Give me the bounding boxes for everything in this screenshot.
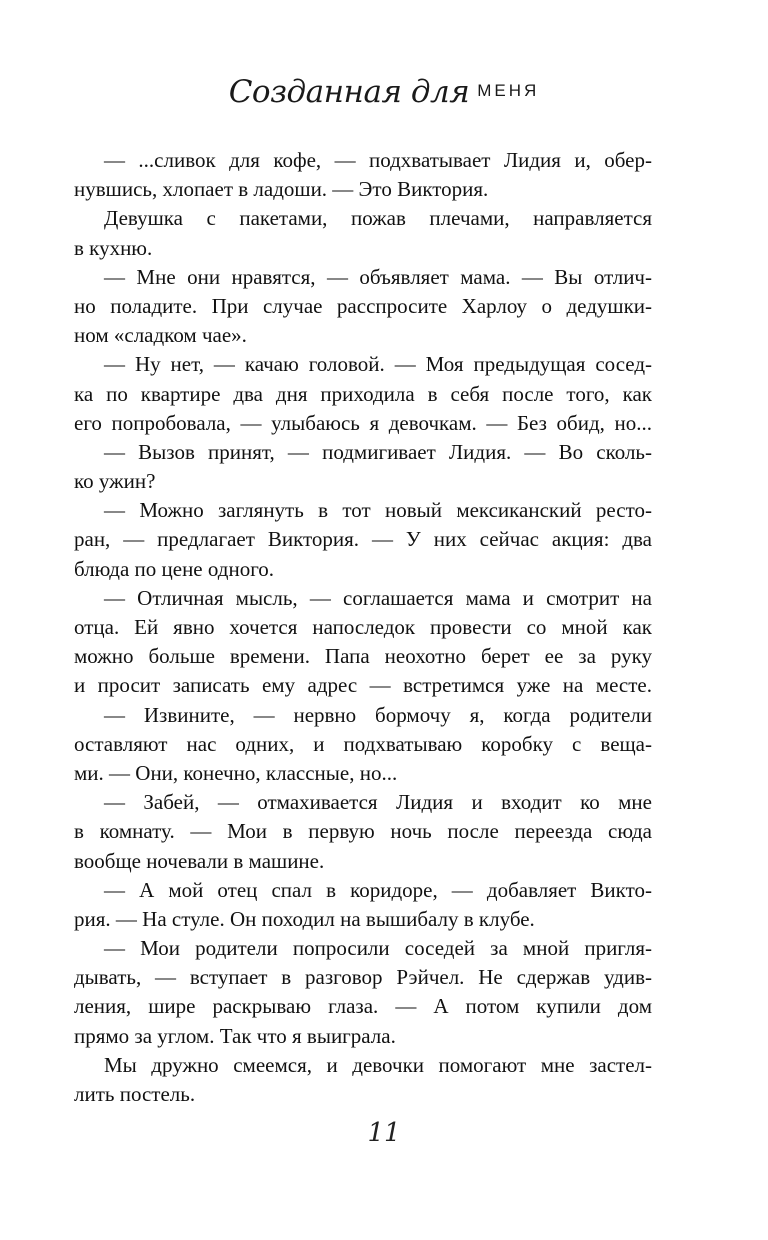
text-line: можно больше времени. Папа неохотно берет ее за руку	[74, 644, 652, 669]
text-line: и просит записать ему адрес — встретимся уже на месте.	[74, 673, 652, 698]
text-line: но поладите. При случае расспросите Харлоу о дедушки-	[74, 293, 652, 318]
running-header	[0, 74, 768, 110]
text-line: прямо за углом. Так что я выиграла.	[74, 1023, 396, 1048]
text-line: в кухню.	[74, 235, 153, 260]
text-line: — Мои родители попросили соседей за мной пригля-	[104, 936, 652, 961]
text-line: — ...сливок для кофе, — подхватывает Лидия и, обер-	[104, 148, 652, 172]
text-line: ном «сладком чае».	[74, 323, 247, 348]
text-line: ления, шире раскрываю глаза. — А потом купили дом	[74, 994, 652, 1019]
text-line: — Вызов принят, — подмигивает Лидия. — Во сколь-	[104, 439, 652, 464]
text-line: — Извините, — нервно бормочу я, когда родители	[104, 702, 652, 727]
text-line: — Можно заглянуть в тот новый мексиканский ресто-	[104, 498, 652, 523]
text-line: дывать, — вступает в разговор Рэйчел. Не сдержав удив-	[74, 965, 652, 990]
text-line: Мы дружно смеемся, и девочки помогают мне застел-	[104, 1052, 652, 1077]
text-line: — Ну нет, — качаю головой. — Моя предыдущая сосед-	[104, 352, 652, 377]
text-line: лить постель.	[74, 1082, 196, 1106]
text-line: нувшись, хлопает в ладоши. — Это Виктория.	[74, 177, 489, 202]
text-line: оставляют нас одних, и подхватываю коробку с веща-	[74, 731, 652, 756]
text-line: его попробовала, — улыбаюсь я девочкам. — Без обид, но...	[74, 410, 652, 435]
text-line: блюда по цене одного.	[74, 556, 275, 581]
text-line: ка по квартире два дня приходила в себя после того, как	[74, 381, 652, 406]
text-line: — А мой отец спал в коридоре, — добавляет Викто-	[104, 877, 652, 902]
text-line: — Забей, — отмахивается Лидия и входит ко мне	[104, 790, 652, 815]
text-line: — Мне они нравятся, — объявляет мама. — Вы отлич-	[104, 264, 652, 289]
text-line: — Отличная мысль, — соглашается мама и смотрит на	[104, 585, 652, 610]
body-text	[74, 146, 652, 1109]
page-number: 11	[367, 1118, 401, 1148]
book-title-caps: МЕНЯ	[477, 81, 540, 100]
text-line: ми. — Они, конечно, классные, но...	[74, 760, 398, 785]
text-line: рия. — На стуле. Он походил на вышибалу в клубе.	[74, 906, 535, 931]
text-line: отца. Ей явно хочется напоследок провести со мной как	[74, 615, 652, 639]
text-line: ко ужин?	[74, 469, 156, 494]
text-line: в комнату. — Мои в первую ночь после переезда сюда	[74, 819, 652, 844]
book-title-script: Созданная для	[228, 74, 470, 110]
text-line: вообще ночевали в машине.	[74, 848, 325, 873]
text-line: Девушка с пакетами, пожав плечами, направляется	[104, 206, 652, 231]
text-line: ран, — предлагает Виктория. — У них сейчас акция: два	[74, 527, 652, 552]
